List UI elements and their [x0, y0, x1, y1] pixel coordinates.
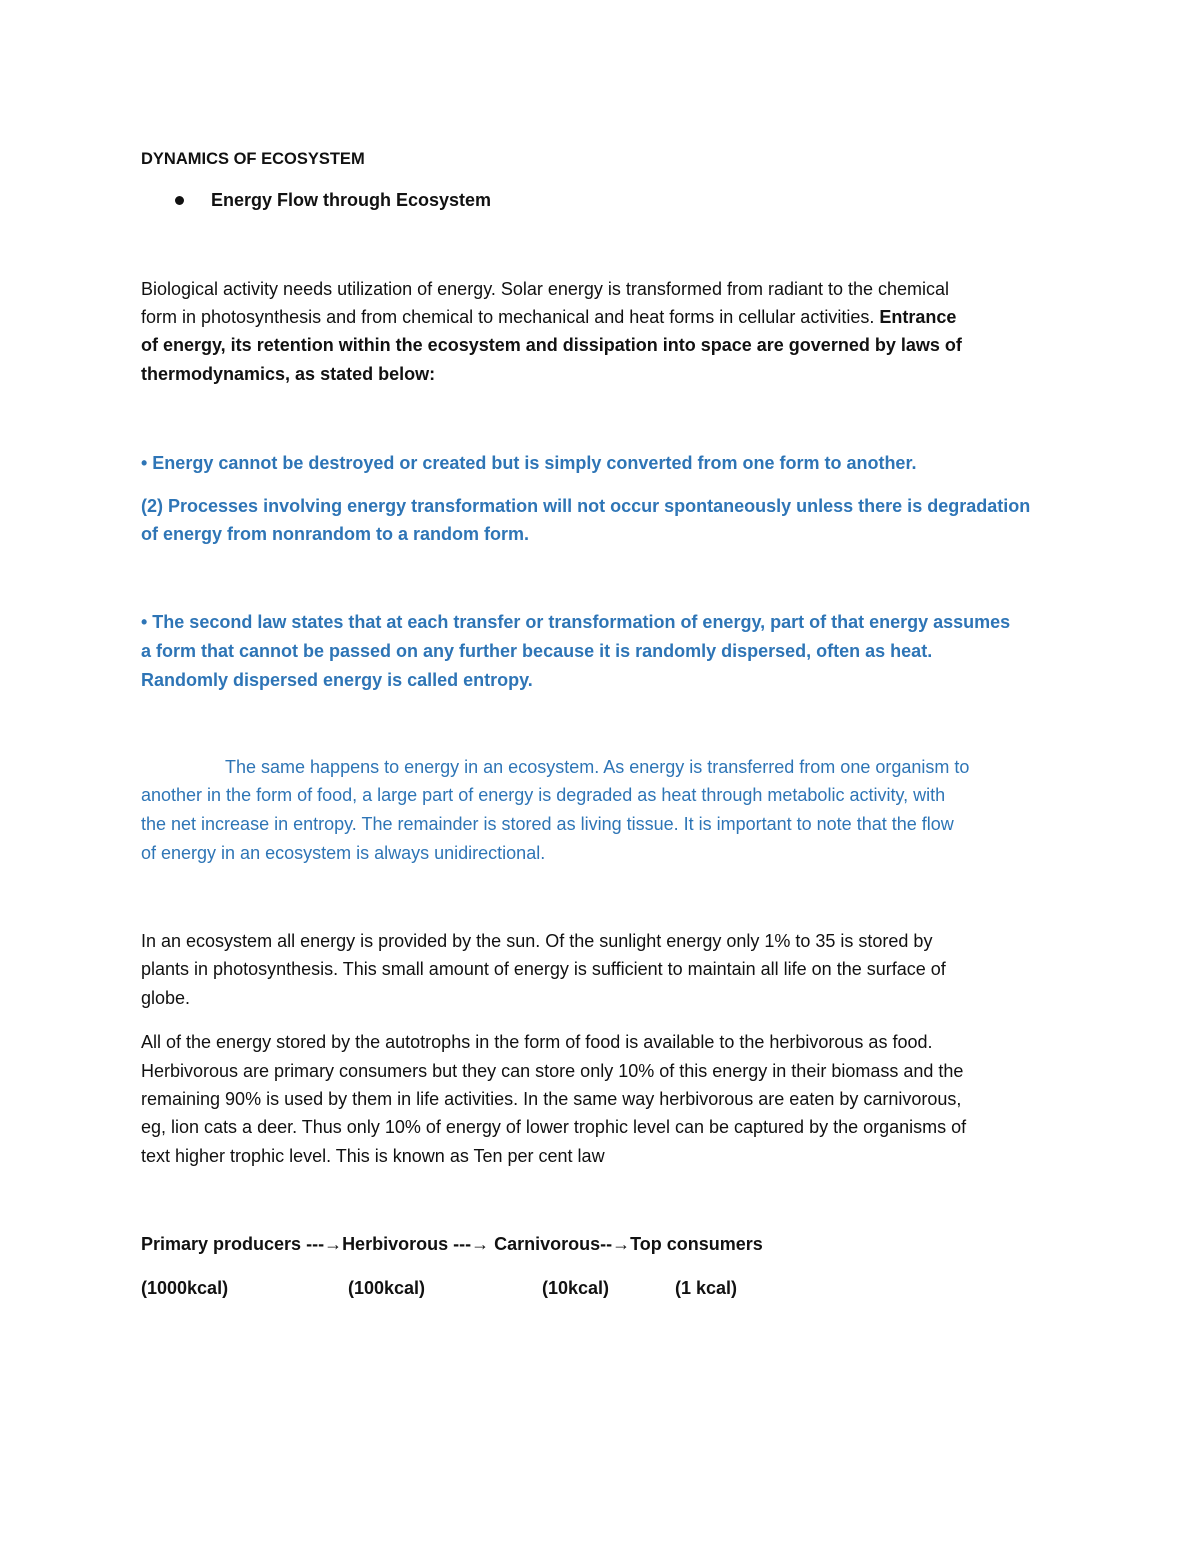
para1-line2-bold: Entrance [879, 307, 957, 327]
energy-value-producers: (1000kcal) [141, 1278, 229, 1298]
para2-line2: another in the form of food, a large part of energy is degraded as heat through metabolic activity, with [141, 785, 946, 805]
law3-line2: a form that cannot be passed on any further because it is randomly dispersed, often as heat. [141, 641, 933, 661]
chain-connector-1: --- [306, 1234, 325, 1254]
para1-line2 [141, 303, 956, 331]
arrow-right-icon: → [324, 1234, 343, 1254]
chain-level-carnivorous: Carnivorous [489, 1234, 601, 1254]
para1-line4: thermodynamics, as stated below: [141, 364, 436, 384]
para2-line4: of energy in an ecosystem is always unidirectional. [141, 843, 546, 863]
chain-connector-2: --- [453, 1234, 472, 1254]
food-chain [141, 1230, 763, 1258]
para1-line3: of energy, its retention within the ecosystem and dissipation into space are governed by laws of [141, 335, 962, 355]
arrow-right-icon: → [471, 1234, 490, 1254]
para3-line1: In an ecosystem all energy is provided by the sun. Of the sunlight energy only 1% to 35 is stored by [141, 931, 933, 951]
chain-level-producers: Primary producers [141, 1234, 307, 1254]
para1-line1: Biological activity needs utilization of energy. Solar energy is transformed from radiant to the chemical [141, 279, 950, 299]
chain-level-top: Top consumers [630, 1234, 763, 1254]
law2-line2: of energy from nonrandom to a random form. [141, 524, 530, 544]
energy-value-top: (1 kcal) [675, 1278, 738, 1298]
para4-line5: text higher trophic level. This is known as Ten per cent law [141, 1146, 605, 1166]
chain-level-herbivorous: Herbivorous [342, 1234, 454, 1254]
para4-line1: All of the energy stored by the autotrophs in the form of food is available to the herbivorous as food. [141, 1032, 933, 1052]
law3-line3: Randomly dispersed energy is called entropy. [141, 670, 533, 690]
law2-line1: (2) Processes involving energy transformation will not occur spontaneously unless there is degradation [141, 496, 1031, 516]
para1-line2-normal: form in photosynthesis and from chemical to mechanical and heat forms in cellular activities. [141, 307, 880, 327]
para3-line3: globe. [141, 988, 191, 1008]
para4-line3: remaining 90% is used by them in life activities. In the same way herbivorous are eaten by carnivorous, [141, 1089, 962, 1109]
para2-line1: The same happens to energy in an ecosystem. As energy is transferred from one organism to [225, 757, 970, 777]
para4-line2: Herbivorous are primary consumers but they can store only 10% of this energy in their biomass and the [141, 1061, 964, 1081]
energy-values-row [141, 1274, 841, 1302]
energy-value-herbivorous: (100kcal) [348, 1278, 426, 1298]
page-title: DYNAMICS OF ECOSYSTEM [141, 150, 365, 168]
para3-line2: plants in photosynthesis. This small amount of energy is sufficient to maintain all life on the surface of [141, 959, 946, 979]
law3-line1: • The second law states that at each transfer or transformation of energy, part of that energy assumes [141, 612, 1011, 632]
arrow-right-icon: → [612, 1234, 631, 1254]
bullet-dot-icon [175, 196, 184, 205]
energy-value-carnivorous: (10kcal) [542, 1278, 610, 1298]
para4-line4: eg, lion cats a deer. Thus only 10% of energy of lower trophic level can be captured by the organisms of [141, 1117, 967, 1137]
para2-line3: the net increase in entropy. The remainder is stored as living tissue. It is important to note that the flow [141, 814, 954, 834]
section-heading: Energy Flow through Ecosystem [211, 190, 492, 210]
chain-connector-3: -- [600, 1234, 613, 1254]
law1-text: • Energy cannot be destroyed or created but is simply converted from one form to another. [141, 453, 917, 473]
